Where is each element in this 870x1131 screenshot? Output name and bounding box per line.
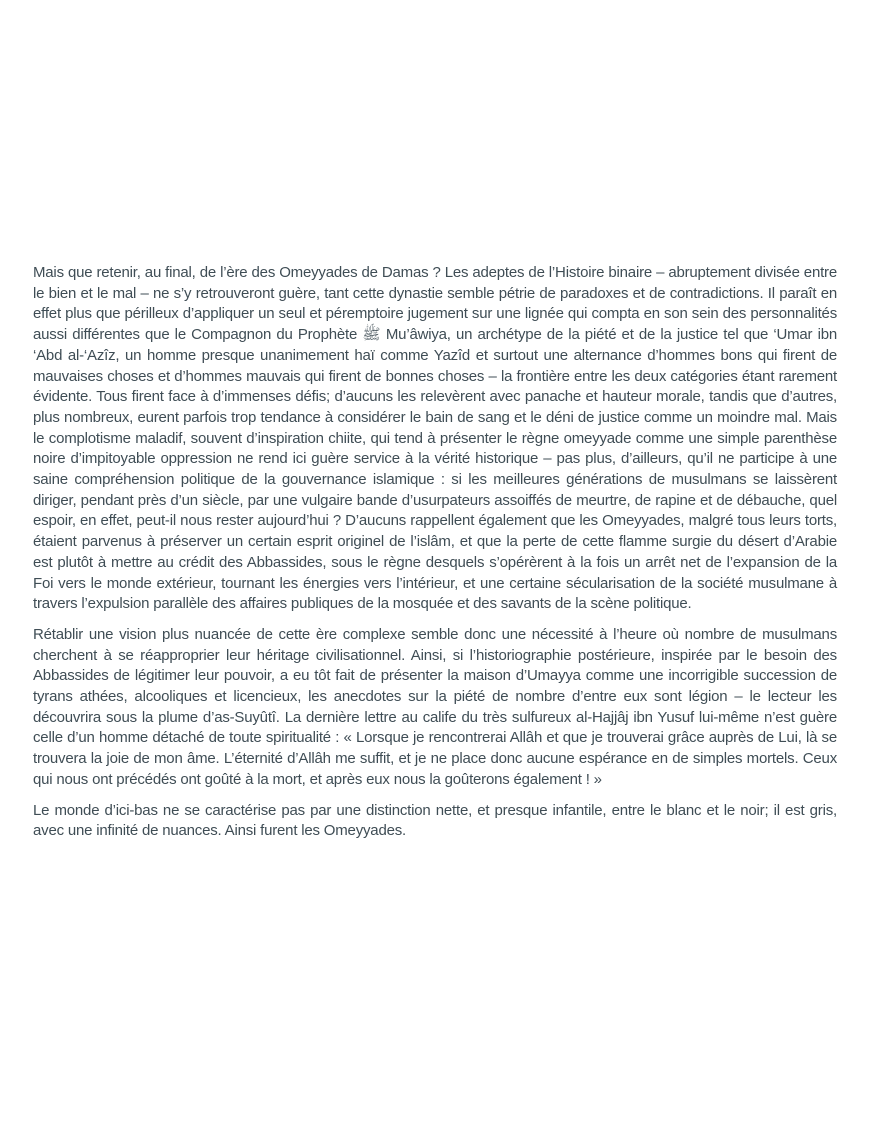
article-body — [33, 263, 837, 842]
paragraph-conclusion: Le monde d’ici-bas ne se caractérise pas par une distinction nette, et presque infantile, entre le blanc et le noir; il est gris, avec une infinité de nuances. Ainsi furent les Omeyyades. — [33, 801, 837, 840]
paragraph-omeyyades-bilan: Mais que retenir, au final, de l’ère des Omeyyades de Damas ? Les adeptes de l’Histoire binaire – abruptement divisée entre le bien et le mal – ne s’y retrouveront guère, tant cette dynastie semble pétrie de paradoxes et de contradictions. Il paraît en effet plus que périlleux d’appliquer un seul et péremptoire jugement sur une lignée qui compta en son sein des personnalités aussi différentes que le Compagnon du Prophète ﷺ Mu’âwiya, un archétype de la piété et de la justice tel que ‘Umar ibn ‘Abd al-‘Azîz, un homme presque unanimement haï comme Yazîd et surtout une alternance d’hommes bons qui firent de mauvaises choses et d’hommes mauvais qui firent de bonnes choses – la frontière entre les deux catégories étant rarement évidente. Tous firent face à d’immenses défis; d’aucuns les relevèrent avec panache et hauteur morale, tandis que d’autres, plus nombreux, eurent parfois trop tendance à considérer le bain de sang et le déni de justice comme un moindre mal. Mais le complotisme maladif, souvent d’inspiration chiite, qui tend à présenter le règne omeyyade comme une simple parenthèse noire d’impitoyable oppression ne rend ici guère service à la vérité historique – pas plus, d’ailleurs, qu’il ne participe à une saine compréhension politique de la gouvernance islamique : si les meilleures générations de musulmans se laissèrent diriger, pendant près d’un siècle, par une vulgaire bande d’usurpateurs assoiffés de meurtre, de rapine et de débauche, quel espoir, en effet, peut-il nous rester aujourd’hui ? D’aucuns rappellent également que les Omeyyades, malgré tous leurs torts, étaient parvenus à préserver un certain esprit originel de l’islâm, et que la perte de cette flamme surgie du désert d’Arabie est plutôt à mettre au crédit des Abbassides, sous le règne desquels s’opérèrent à la fois un arrêt net de l’expansion de la Foi vers le monde extérieur, tournant les énergies vers l’intérieur, et une certaine sécularisation de la société musulmane à travers l’expulsion parallèle des affaires publiques de la mosquée et des savants de la scène politique. — [33, 264, 837, 613]
paragraph-vision-nuancee: Rétablir une vision plus nuancée de cette ère complexe semble donc une nécessité à l’heure où nombre de musulmans cherchent à se réapproprier leur héritage civilisationnel. Ainsi, si l’historiographie postérieure, inspirée par le besoin des Abbassides de légitimer leur pouvoir, a eu tôt fait de présenter la maison d’Umayya comme une incorrigible succession de tyrans athées, alcooliques et licencieux, les anecdotes sur la piété de nombre d’entre eux sont légion – le lecteur les découvrira sous la plume d’as-Suyûtî. La dernière lettre au calife du très sulfureux al-Hajjâj ibn Yusuf lui-même n’est guère celle d’un homme détaché de toute spiritualité : « Lorsque je rencontrerai Allâh et que je trouverai grâce auprès de Lui, là se trouvera la joie de mon âme. L’éternité d’Allâh me suffit, et je ne place donc aucune espérance en de simples mortels. Ceux qui nous ont précédés ont goûté à la mort, et après eux nous la goûterons également ! » — [33, 625, 837, 788]
